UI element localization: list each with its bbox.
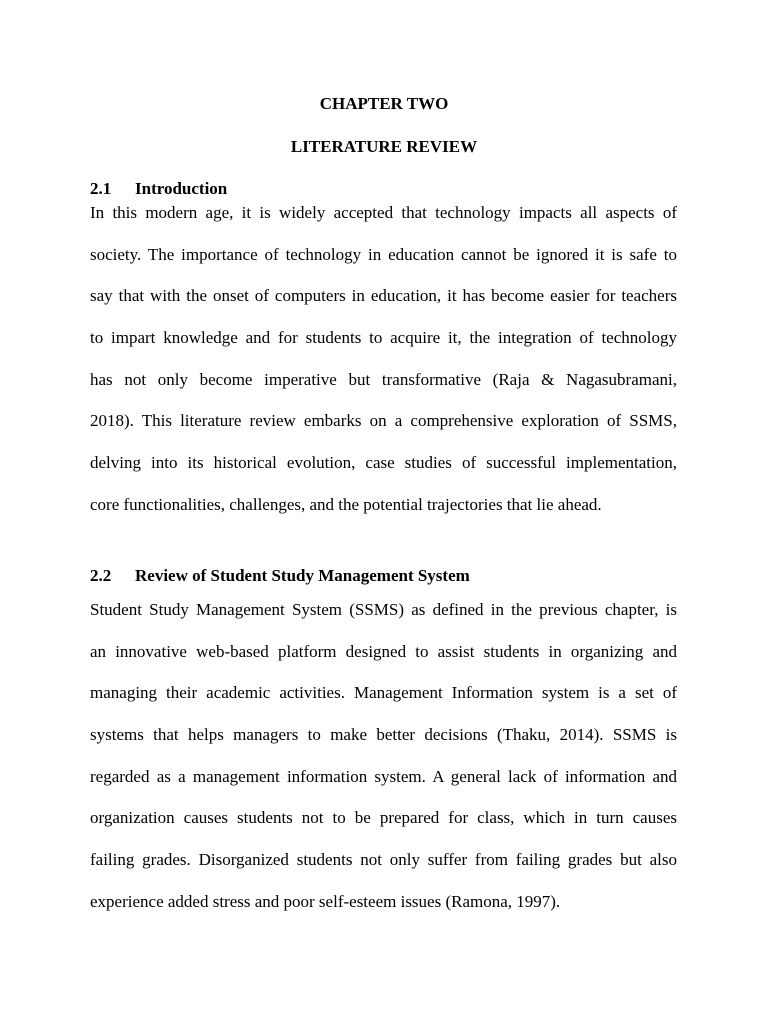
paragraph-line: has not only become imperative but transformative (Raja & Nagasubramani, xyxy=(90,369,677,389)
paragraph-line: society. The importance of technology in education cannot be ignored it is safe to xyxy=(90,244,677,264)
section-title: Introduction xyxy=(135,179,228,198)
paragraph-line: failing grades. Disorganized students not only suffer from failing grades but also xyxy=(90,850,677,870)
paragraph-line: systems that helps managers to make better decisions (Thaku, 2014). SSMS is xyxy=(90,725,677,745)
paragraph-line: Student Study Management System (SSMS) as defined in the previous chapter, is xyxy=(90,600,677,619)
paragraph-line: regarded as a management information system. A general lack of information and xyxy=(90,766,677,786)
paragraph-line: say that with the onset of computers in education, it has become easier for teachers xyxy=(90,286,677,306)
section-paragraph-review-ssms xyxy=(90,598,677,932)
paragraph-line: managing their academic activities. Management Information system is a set of xyxy=(90,683,677,703)
paragraph-line: core functionalities, challenges, and the potential trajectories that lie ahead. xyxy=(90,494,602,514)
paragraph-line: organization causes students not to be prepared for class, which in turn causes xyxy=(90,808,677,828)
paragraph-line: an innovative web-based platform designed to assist students in organizing and xyxy=(90,641,677,661)
section-heading-introduction xyxy=(90,179,227,199)
section-heading-review-ssms xyxy=(90,566,470,586)
paragraph-line: to impart knowledge and for students to acquire it, the integration of technology xyxy=(90,328,677,348)
paragraph-line: delving into its historical evolution, case studies of successful implementation, xyxy=(90,453,677,473)
chapter-title: CHAPTER TWO xyxy=(319,94,449,113)
chapter-subtitle: LITERATURE REVIEW xyxy=(290,137,478,156)
section-number: 2.1 xyxy=(90,179,112,198)
paragraph-line: 2018). This literature review embarks on a comprehensive exploration of SSMS, xyxy=(90,411,677,431)
paragraph-line: In this modern age, it is widely accepted that technology impacts all aspects of xyxy=(90,203,677,222)
section-number: 2.2 xyxy=(90,566,112,585)
paragraph-line: experience added stress and poor self-esteem issues (Ramona, 1997). xyxy=(90,891,561,911)
section-title: Review of Student Study Management System xyxy=(135,566,470,585)
section-paragraph-introduction xyxy=(90,201,677,535)
